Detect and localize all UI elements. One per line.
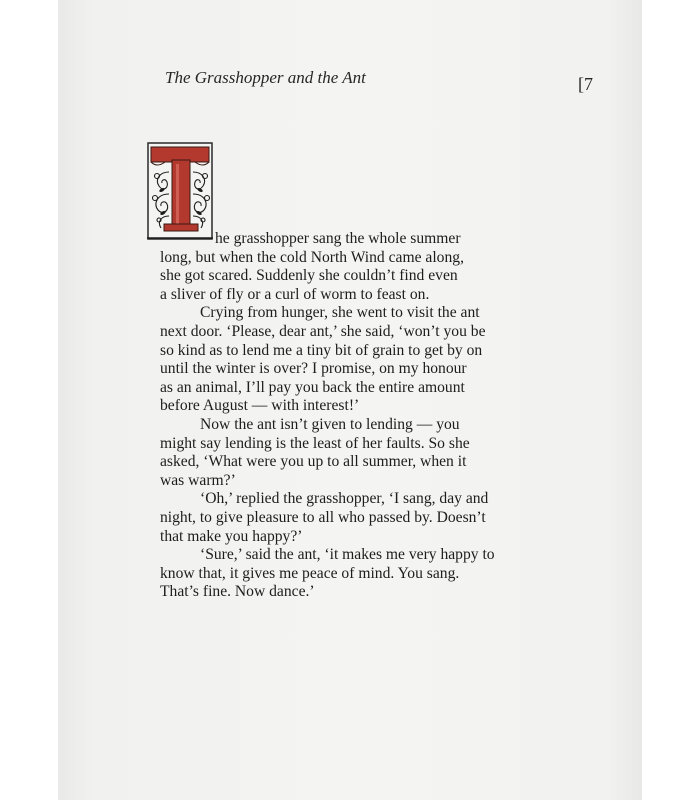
text-line: Now the ant isn’t given to lending — you <box>200 415 460 433</box>
page-number: [7 <box>578 74 593 94</box>
text-line: might say lending is the least of her faults. So she <box>160 434 470 452</box>
text-line: long, but when the cold North Wind came along, <box>160 248 464 266</box>
text-line: Crying from hunger, she went to visit the ant <box>200 304 480 322</box>
text-line: was warm?’ <box>160 471 236 489</box>
text-line: he grasshopper sang the whole summer <box>215 230 461 247</box>
text-line: that make you happy?’ <box>160 527 303 545</box>
text-line: so kind as to lend me a tiny bit of grain to get by on <box>160 341 483 359</box>
text-line: ‘Oh,’ replied the grasshopper, ‘I sang, day and <box>200 490 489 508</box>
text-line: know that, it gives me peace of mind. You sang. <box>160 564 460 582</box>
text-line: she got scared. Suddenly she couldn’t find even <box>160 267 458 285</box>
text-line: before August — with interest!’ <box>160 397 360 415</box>
text-line: ‘Sure,’ said the ant, ‘it makes me very happy to <box>200 546 495 564</box>
text-line: a sliver of fly or a curl of worm to feast on. <box>160 285 430 303</box>
running-title: The Grasshopper and the Ant <box>165 68 366 87</box>
text-line: asked, ‘What were you up to all summer, when it <box>160 453 467 471</box>
text-line: next door. ‘Please, dear ant,’ she said, ‘won’t you be <box>160 322 486 340</box>
text-line: as an animal, I’ll pay you back the entire amount <box>160 378 465 396</box>
drop-cap-t-illumination <box>147 142 213 240</box>
text-line: That’s fine. Now dance.’ <box>160 583 315 601</box>
text-line: until the winter is over? I promise, on my honour <box>160 360 467 378</box>
story-text <box>160 230 560 602</box>
text-line: night, to give pleasure to all who passed by. Doesn’t <box>160 508 486 526</box>
